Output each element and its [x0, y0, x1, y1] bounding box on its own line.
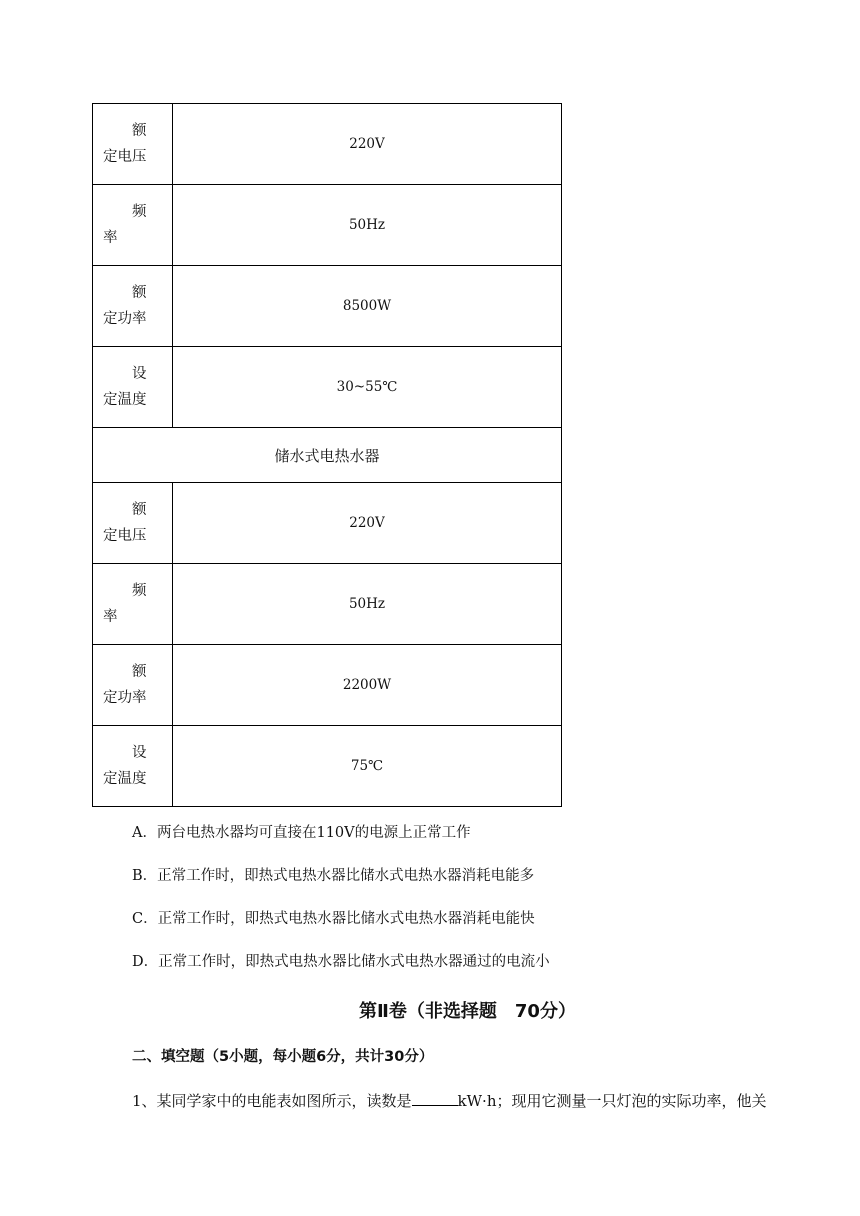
row-label-cell: [93, 645, 173, 726]
table-row: [93, 483, 562, 564]
table-row: [93, 726, 562, 807]
table-row: [93, 564, 562, 645]
option-d: D．正常工作时，即热式电热水器比储水式电热水器通过的电流小: [132, 954, 550, 970]
option-c: C．正常工作时，即热式电热水器比储水式电热水器消耗电能快: [132, 911, 535, 927]
row-label-cell: [93, 185, 173, 266]
row-label-cell: [93, 483, 173, 564]
row-label: 设定温度: [103, 745, 147, 787]
sub-heading: 二、填空题（5小题，每小题6分，共计30分）: [132, 1049, 434, 1065]
question-1-text-before: 1、某同学家中的电能表如图所示，读数是: [132, 1092, 412, 1110]
option-a: A．两台电热水器均可直接在110V的电源上正常工作: [132, 825, 471, 841]
table-section-header: 储水式电热水器: [93, 428, 562, 483]
option-b: B．正常工作时，即热式电热水器比储水式电热水器消耗电能多: [132, 868, 535, 884]
section-title: 第Ⅱ卷（非选择题 70分）: [359, 1001, 576, 1022]
row-value: 8500W: [173, 266, 562, 347]
row-value: 50Hz: [173, 564, 562, 645]
row-value: 50Hz: [173, 185, 562, 266]
table-row: [93, 185, 562, 266]
row-value: 30~55℃: [173, 347, 562, 428]
row-label: 频率: [103, 583, 147, 625]
row-value: 2200W: [173, 645, 562, 726]
row-value: 220V: [173, 104, 562, 185]
row-label: 额定功率: [103, 285, 147, 327]
row-label-cell: [93, 347, 173, 428]
row-label: 额定电压: [103, 502, 147, 544]
table-row: [93, 104, 562, 185]
question-1: [132, 1090, 766, 1111]
answer-blank: [412, 1091, 458, 1106]
answer-options: [132, 822, 832, 994]
row-label: 额定功率: [103, 664, 147, 706]
question-1-text-after: kW·h；现用它测量一只灯泡的实际功率，他关: [457, 1092, 767, 1110]
row-value: 220V: [173, 483, 562, 564]
row-label-cell: [93, 266, 173, 347]
row-label-cell: [93, 564, 173, 645]
table-row: [93, 266, 562, 347]
row-label: 额定电压: [103, 123, 147, 165]
table-row: [93, 645, 562, 726]
table-row: [93, 347, 562, 428]
row-label-cell: [93, 726, 173, 807]
row-label: 频率: [103, 204, 147, 246]
row-label: 设定温度: [103, 366, 147, 408]
table-section-header-row: [93, 428, 562, 483]
row-label-cell: [93, 104, 173, 185]
row-value: 75℃: [173, 726, 562, 807]
spec-table: [92, 103, 562, 807]
